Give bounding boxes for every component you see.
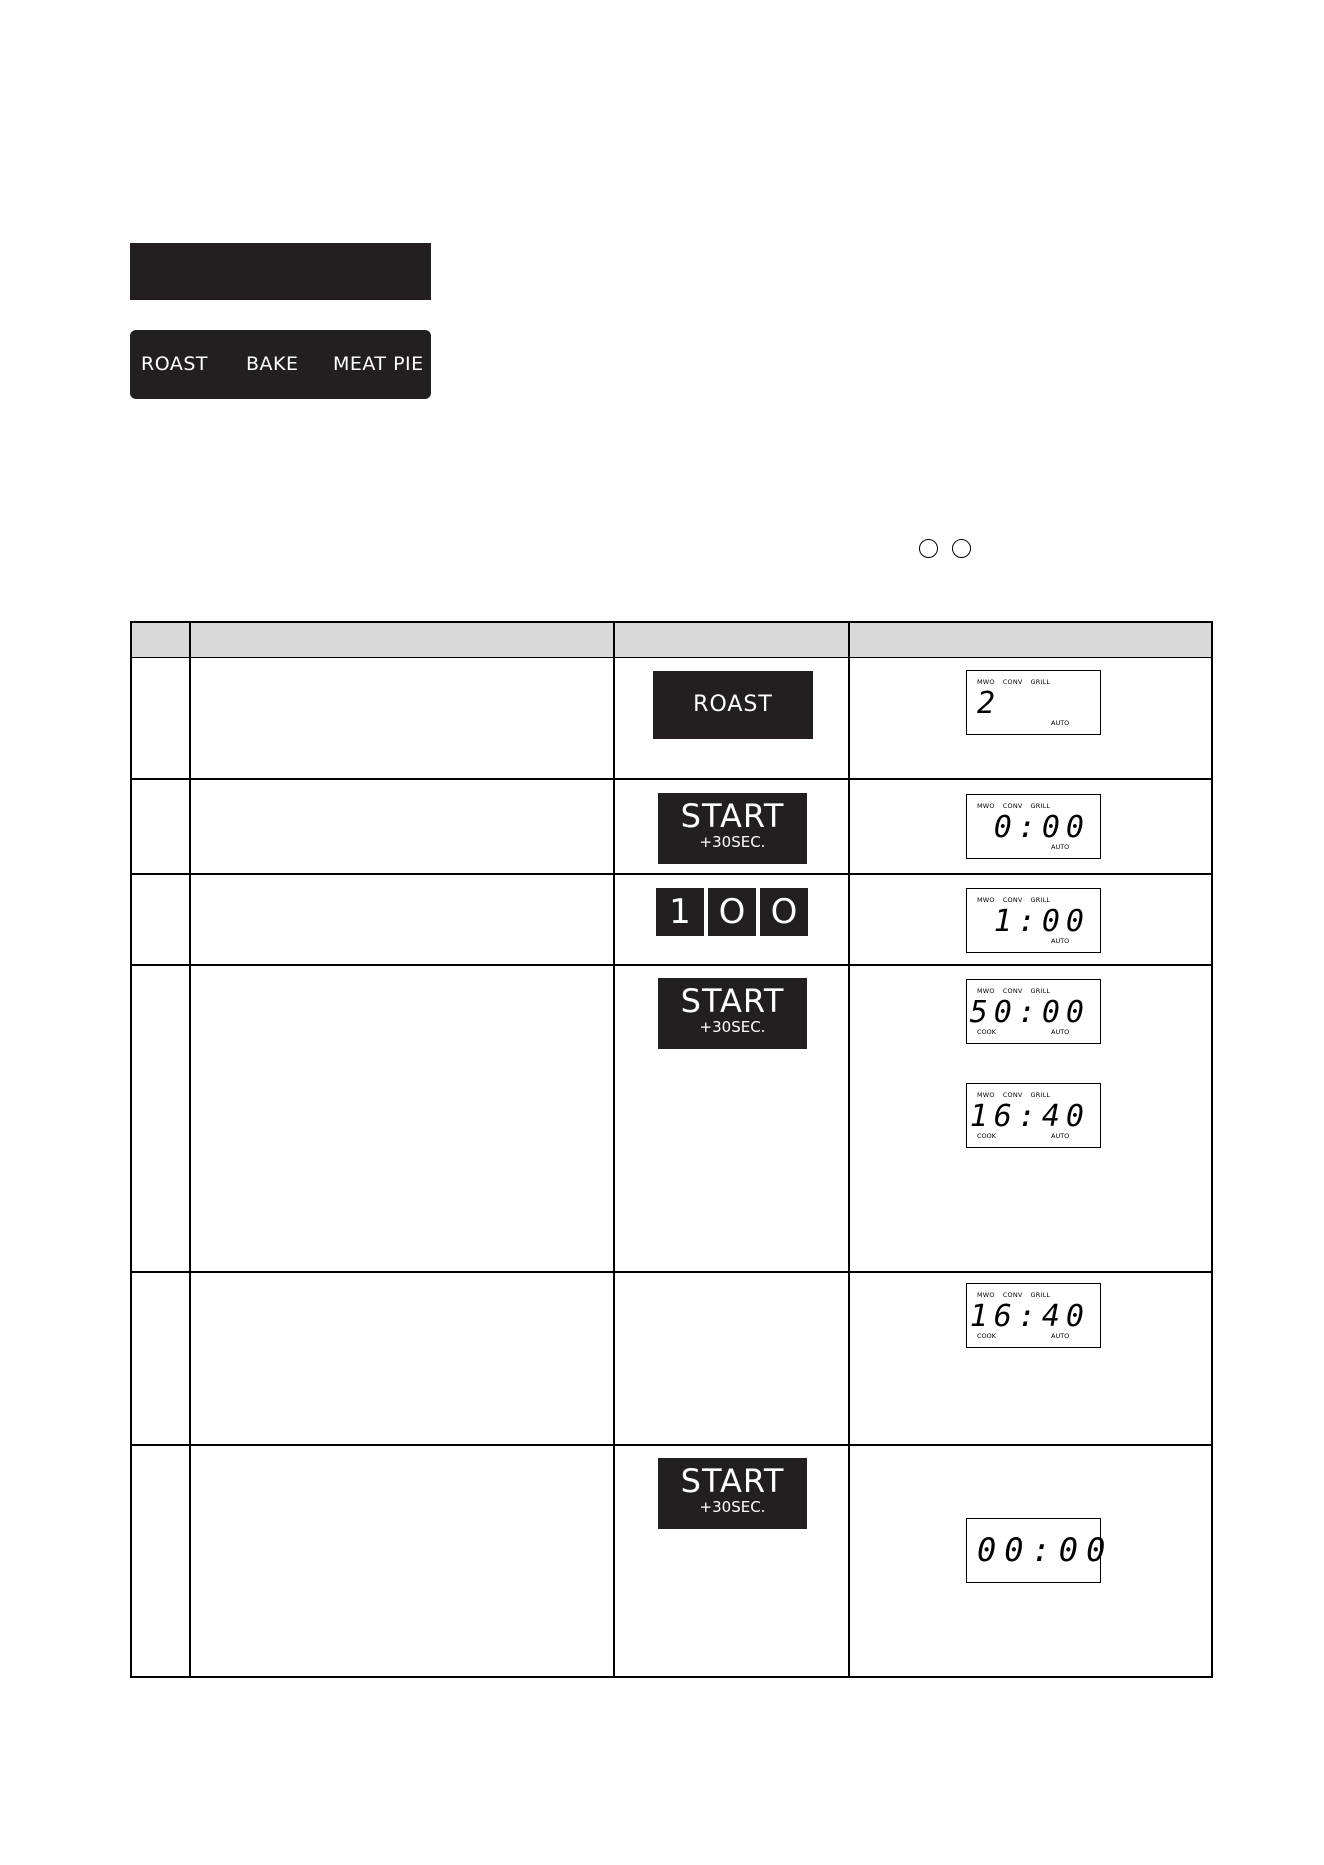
display-value: 1:00 <box>993 904 1090 939</box>
mode-indicators: MWO CONV GRILL <box>977 987 1051 995</box>
auto-indicator: AUTO <box>1051 843 1070 851</box>
start-button[interactable]: START +30SEC. <box>658 1458 807 1529</box>
auto-indicator: AUTO <box>1051 1332 1070 1340</box>
display-value: 2 <box>977 686 1002 721</box>
column-divider <box>848 623 850 1676</box>
roast-category-label[interactable]: ROAST <box>141 353 208 375</box>
lcd-display <box>966 1518 1114 1583</box>
column-divider <box>613 623 615 1676</box>
row-divider <box>132 964 1211 966</box>
category-button-panel <box>130 330 431 399</box>
display-value: 16:40 <box>969 1299 1090 1334</box>
digit-key-0[interactable]: O <box>708 888 756 936</box>
mode-indicators: MWO CONV GRILL <box>977 1091 1051 1099</box>
instruction-table <box>130 621 1213 1678</box>
digit-key-0[interactable]: O <box>760 888 808 936</box>
lcd-display <box>966 1283 1101 1348</box>
table-header-row <box>132 623 1211 658</box>
cook-indicator: COOK <box>977 1332 997 1340</box>
mode-indicators: MWO CONV GRILL <box>977 896 1051 904</box>
roast-button[interactable]: ROAST <box>653 671 813 739</box>
row-divider <box>132 778 1211 780</box>
cook-indicator: COOK <box>977 1132 997 1140</box>
lcd-display <box>966 979 1101 1044</box>
start-button[interactable]: START +30SEC. <box>658 793 807 864</box>
auto-indicator: AUTO <box>1051 937 1070 945</box>
row-divider <box>132 1271 1211 1273</box>
display-value: 00:00 <box>977 1531 1114 1569</box>
auto-indicator: AUTO <box>1051 1028 1070 1036</box>
mode-indicators: MWO CONV GRILL <box>977 1291 1051 1299</box>
display-value: 0:00 <box>993 810 1090 845</box>
mode-indicators: MWO CONV GRILL <box>977 802 1051 810</box>
header-black-bar <box>130 243 431 300</box>
cook-indicator: COOK <box>977 1028 997 1036</box>
lcd-display <box>966 1083 1101 1148</box>
meat-pie-category-label[interactable]: MEAT PIE <box>333 353 424 375</box>
digit-key-1[interactable]: 1 <box>656 888 704 936</box>
display-value: 50:00 <box>969 995 1090 1030</box>
lcd-display <box>966 794 1101 859</box>
column-divider <box>189 623 191 1676</box>
circle-icon <box>952 539 971 558</box>
circle-icon <box>919 539 938 558</box>
lcd-display <box>966 670 1101 735</box>
row-divider <box>132 873 1211 875</box>
lcd-display <box>966 888 1101 953</box>
start-button[interactable]: START +30SEC. <box>658 978 807 1049</box>
display-value: 16:40 <box>969 1099 1090 1134</box>
bake-category-label[interactable]: BAKE <box>246 353 299 375</box>
auto-indicator: AUTO <box>1051 719 1070 727</box>
row-divider <box>132 1444 1211 1446</box>
mode-indicators: MWO CONV GRILL <box>977 678 1051 686</box>
auto-indicator: AUTO <box>1051 1132 1070 1140</box>
number-keys <box>656 888 816 936</box>
